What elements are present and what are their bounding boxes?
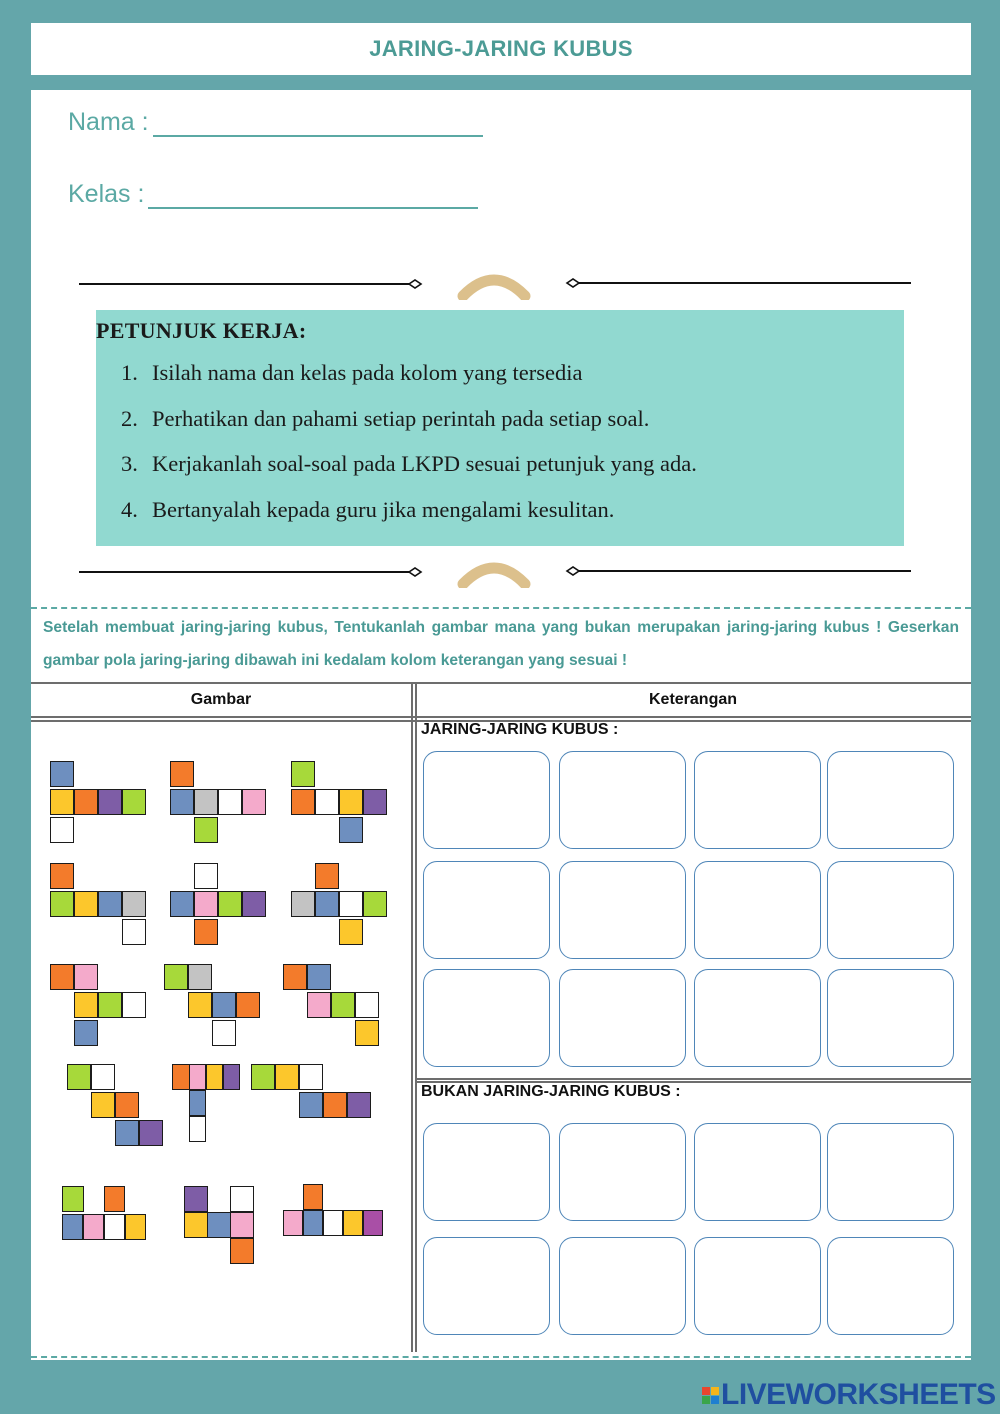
- drop-slot-kubus[interactable]: [559, 861, 686, 959]
- kelas-field: [68, 180, 478, 209]
- net-square: [74, 964, 98, 990]
- petunjuk-box: [96, 310, 904, 546]
- net-square: [291, 891, 315, 917]
- net-square: [50, 789, 74, 815]
- drop-slot-bukan[interactable]: [423, 1123, 550, 1221]
- net-square: [67, 1064, 91, 1090]
- item-text: Perhatikan dan pahami setiap perintah pada setiap soal.: [152, 405, 650, 431]
- liveworksheets-mark-icon: [702, 1387, 719, 1404]
- net-square: [331, 992, 355, 1018]
- ornament-divider-top: [79, 270, 913, 300]
- net-square: [363, 891, 387, 917]
- net-square: [230, 1186, 254, 1212]
- net-square: [339, 817, 363, 843]
- table-top-border: [31, 682, 971, 684]
- net-square: [339, 919, 363, 945]
- drop-slot-bukan[interactable]: [559, 1123, 686, 1221]
- net-square: [355, 992, 379, 1018]
- net-square: [188, 992, 212, 1018]
- net-square: [91, 1092, 115, 1118]
- section-label-bukan: BUKAN JARING-JARING KUBUS :: [421, 1083, 681, 1100]
- net-square: [307, 992, 331, 1018]
- item-number: 2.: [121, 405, 138, 431]
- petunjuk-heading: PETUNJUK KERJA:: [96, 318, 307, 343]
- net-square: [83, 1214, 104, 1240]
- drop-slot-kubus[interactable]: [423, 861, 550, 959]
- drop-slot-kubus[interactable]: [694, 751, 821, 849]
- net-square: [206, 1064, 223, 1090]
- column-header-gambar: Gambar: [190, 691, 252, 708]
- net-square: [194, 817, 218, 843]
- item-number: 1.: [121, 360, 138, 385]
- section-label-kubus: JARING-JARING KUBUS :: [421, 721, 619, 738]
- net-square: [212, 1020, 236, 1046]
- drop-slot-kubus[interactable]: [423, 969, 550, 1067]
- net-square: [125, 1214, 146, 1240]
- drop-slot-kubus[interactable]: [559, 969, 686, 1067]
- net-square: [303, 1210, 323, 1236]
- liveworksheets-logo: [702, 1378, 996, 1412]
- net-square: [218, 891, 242, 917]
- net-square: [299, 1092, 323, 1118]
- net-square: [115, 1120, 139, 1146]
- item-text: Kerjakanlah soal-soal pada LKPD sesuai petunjuk yang ada.: [152, 451, 697, 476]
- net-square: [230, 1212, 254, 1238]
- net-square: [343, 1210, 363, 1236]
- table-header-border: [31, 716, 971, 718]
- drop-slot-bukan[interactable]: [559, 1237, 686, 1335]
- net-square: [194, 891, 218, 917]
- net-square: [283, 964, 307, 990]
- net-square: [189, 1090, 206, 1116]
- section-divider: [415, 1078, 971, 1080]
- net-square: [323, 1210, 343, 1236]
- drop-slot-bukan[interactable]: [423, 1237, 550, 1335]
- petunjuk-item: [121, 406, 697, 452]
- net-square: [164, 964, 188, 990]
- net-square: [139, 1120, 163, 1146]
- drop-slot-kubus[interactable]: [694, 861, 821, 959]
- drop-slot-kubus[interactable]: [827, 751, 954, 849]
- kelas-label: Kelas :: [68, 180, 145, 208]
- net-square: [98, 789, 122, 815]
- net-square: [62, 1186, 84, 1212]
- petunjuk-list: [121, 360, 697, 542]
- net-square: [363, 789, 387, 815]
- kelas-input-line[interactable]: [148, 181, 478, 209]
- net-square: [184, 1212, 208, 1238]
- net-square: [170, 891, 194, 917]
- title-bar: [31, 23, 971, 75]
- dashed-separator-bottom: [31, 1356, 971, 1358]
- nama-field: [68, 108, 483, 137]
- net-square: [122, 891, 146, 917]
- net-square: [188, 964, 212, 990]
- net-square: [275, 1064, 299, 1090]
- table-column-divider: [411, 684, 413, 1352]
- net-square: [91, 1064, 115, 1090]
- ornament-divider-bottom: [79, 558, 913, 588]
- net-square: [194, 789, 218, 815]
- item-text: Isilah nama dan kelas pada kolom yang tersedia: [152, 360, 583, 385]
- brand-name: LIVEWORKSHEETS: [721, 1378, 996, 1411]
- net-square: [339, 789, 363, 815]
- net-square: [50, 817, 74, 843]
- dashed-separator: [31, 607, 971, 609]
- net-square: [347, 1092, 371, 1118]
- column-header-keterangan: Keterangan: [648, 691, 738, 708]
- net-square: [170, 761, 194, 787]
- item-number: 3.: [121, 451, 138, 476]
- petunjuk-item: [121, 360, 697, 406]
- net-square: [104, 1186, 125, 1212]
- nama-label: Nama :: [68, 108, 149, 136]
- net-square: [339, 891, 363, 917]
- net-square: [299, 1064, 323, 1090]
- drop-slot-kubus[interactable]: [694, 969, 821, 1067]
- net-square: [98, 992, 122, 1018]
- net-square: [194, 919, 218, 945]
- net-square: [50, 891, 74, 917]
- drop-slot-bukan[interactable]: [827, 1237, 954, 1335]
- task-instruction: Setelah membuat jaring-jaring kubus, Tentukanlah gambar mana yang bukan merupakan jaring-jaring kubus ! Geserkan gambar pola jaring-jaring dibawah ini kedalam kolom keterangan yang sesuai !: [43, 619, 959, 669]
- drop-slot-kubus[interactable]: [827, 861, 954, 959]
- petunjuk-item: [121, 497, 697, 543]
- net-square: [50, 863, 74, 889]
- net-square: [363, 1210, 383, 1236]
- net-square: [207, 1212, 231, 1238]
- net-square: [122, 992, 146, 1018]
- net-square: [323, 1092, 347, 1118]
- net-square: [50, 761, 74, 787]
- net-square: [315, 863, 339, 889]
- net-square: [230, 1238, 254, 1264]
- net-square: [122, 789, 146, 815]
- net-square: [50, 964, 74, 990]
- page-title: JARING-JARING KUBUS: [369, 36, 633, 61]
- net-square: [194, 863, 218, 889]
- net-square: [184, 1186, 208, 1212]
- net-square: [74, 891, 98, 917]
- net-square: [74, 1020, 98, 1046]
- nama-input-line[interactable]: [153, 109, 483, 137]
- net-square: [303, 1184, 323, 1210]
- net-square: [115, 1092, 139, 1118]
- table-column-divider-double: [415, 684, 417, 1352]
- worksheet: [31, 90, 971, 1360]
- net-square: [74, 789, 98, 815]
- drop-slot-bukan[interactable]: [694, 1237, 821, 1335]
- drop-slot-kubus[interactable]: [423, 751, 550, 849]
- net-square: [98, 891, 122, 917]
- net-square: [104, 1214, 125, 1240]
- net-square: [283, 1210, 303, 1236]
- net-square: [170, 789, 194, 815]
- net-square: [315, 891, 339, 917]
- net-square: [189, 1116, 206, 1142]
- petunjuk-item: [121, 451, 697, 497]
- net-square: [307, 964, 331, 990]
- drop-slot-kubus[interactable]: [827, 969, 954, 1067]
- net-square: [251, 1064, 275, 1090]
- net-square: [74, 992, 98, 1018]
- net-square: [236, 992, 260, 1018]
- net-square: [291, 761, 315, 787]
- net-square: [355, 1020, 379, 1046]
- drop-slot-bukan[interactable]: [827, 1123, 954, 1221]
- net-square: [62, 1214, 83, 1240]
- net-square: [242, 789, 266, 815]
- net-square: [315, 789, 339, 815]
- item-number: 4.: [121, 496, 138, 522]
- net-square: [212, 992, 236, 1018]
- net-square: [291, 789, 315, 815]
- net-square: [189, 1064, 206, 1090]
- net-square: [122, 919, 146, 945]
- net-square: [218, 789, 242, 815]
- net-square: [223, 1064, 240, 1090]
- item-text: Bertanyalah kepada guru jika mengalami kesulitan.: [152, 496, 615, 522]
- drop-slot-bukan[interactable]: [694, 1123, 821, 1221]
- drop-slot-kubus[interactable]: [559, 751, 686, 849]
- net-square: [242, 891, 266, 917]
